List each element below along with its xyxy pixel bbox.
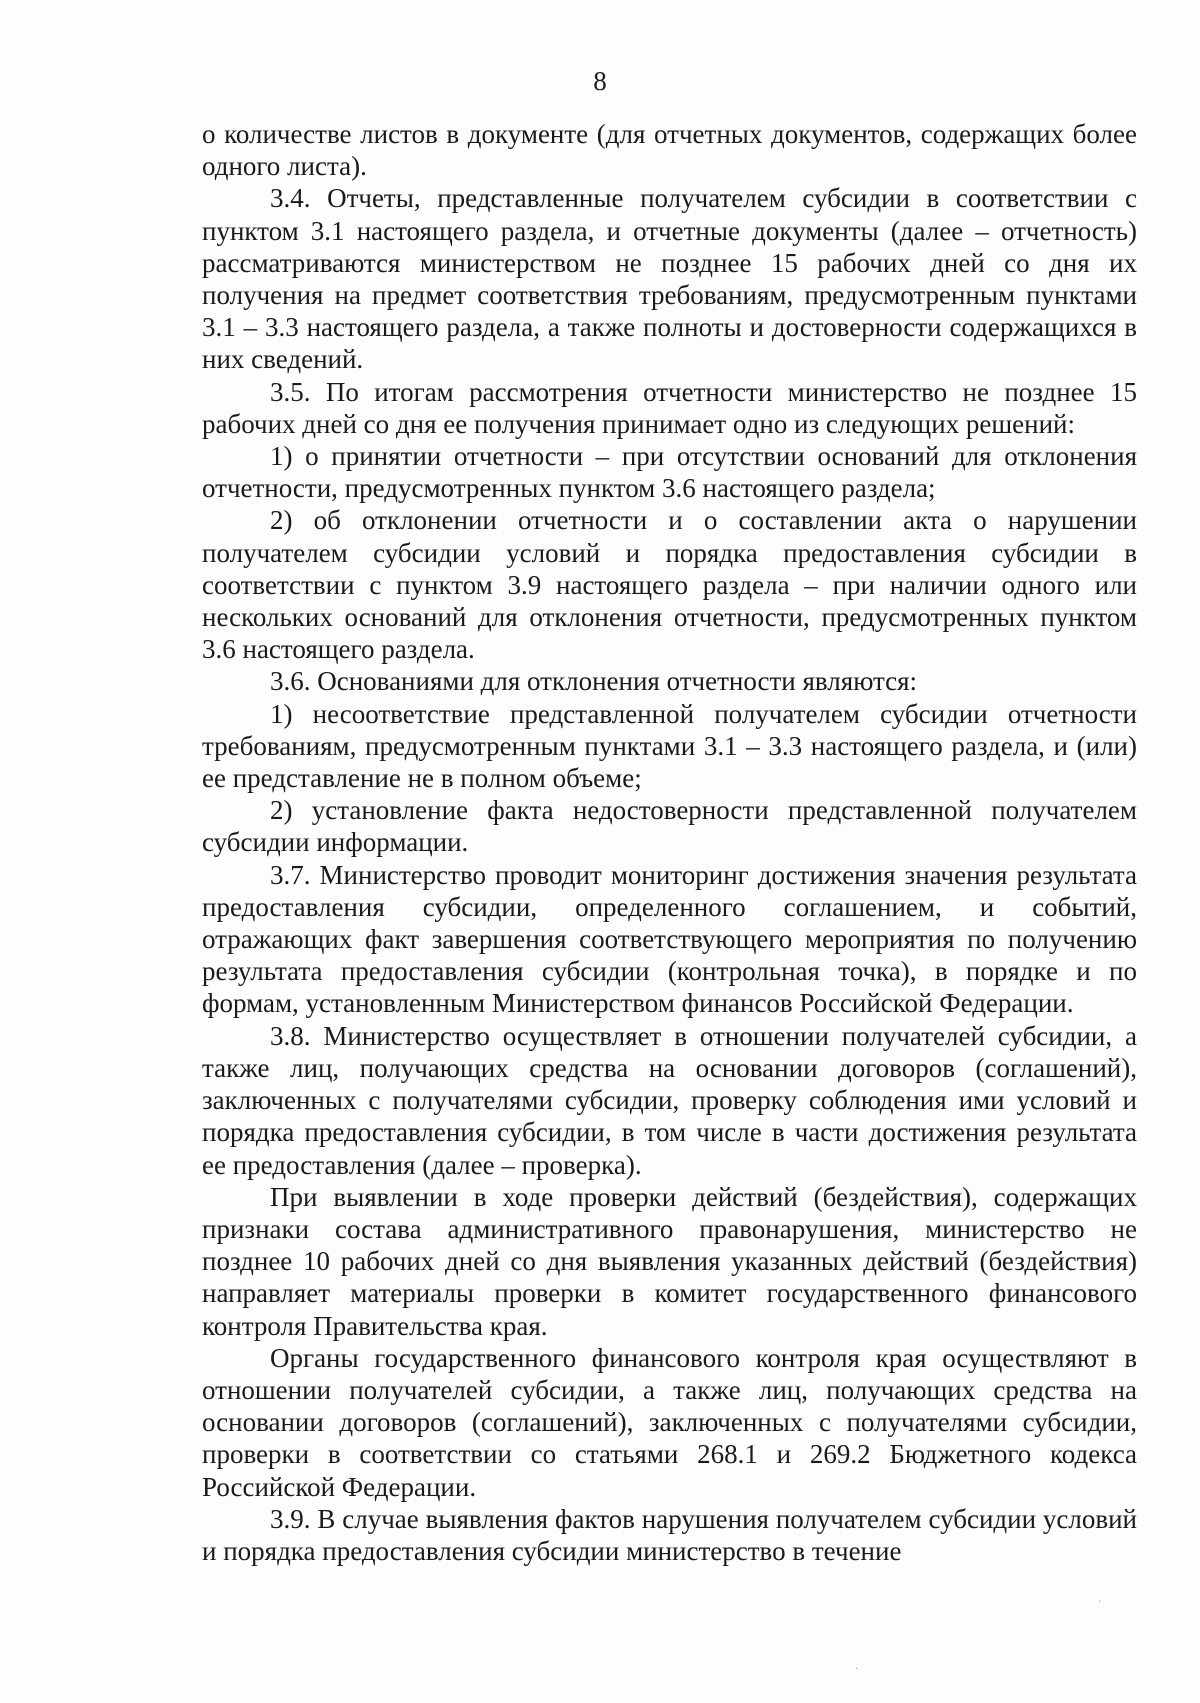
page-number: 8: [593, 66, 607, 96]
paragraph-continuation: о количестве листов в документе (для отчетных документов, содержащих более одного листа).: [202, 119, 1137, 182]
scan-artifact: ·: [1098, 1597, 1102, 1608]
paragraph-3-6: 3.6. Основаниями для отклонения отчетности являются:: [270, 666, 918, 697]
scan-artifact: ·: [855, 1664, 859, 1675]
paragraph-3-8-control-bodies: Органы государственного финансового контроля края осуществляют в отношении получателей субсидии, а также лиц, получающих средства на основании договоров (соглашений), заключенных с получателями субсидии, проверки в соответствии со статьями 268.1 и 269.2 Бюджетного кодекса Российской Федерации.: [202, 1342, 1137, 1502]
paragraph-3-6-item-1: 1) несоответствие представленной получателем субсидии отчетности требованиям, предусмотренным пунктами 3.1 – 3.3 настоящего раздела, и (или) ее представление не в полном объеме;: [202, 698, 1137, 794]
paragraph-3-8: 3.8. Министерство осуществляет в отношении получателей субсидии, а также лиц, получающих средства на основании договоров (соглашений), заключенных с получателями субсидии, проверку соблюдения ими условий и порядка предоставления субсидии, в том числе в части достижения результата ее предоставления (далее – проверка).: [202, 1020, 1137, 1180]
paragraph-3-9: 3.9. В случае выявления фактов нарушения получателем субсидии условий и порядка предоставления субсидии министерство в течение: [202, 1503, 1137, 1566]
paragraph-3-5-item-2: 2) об отклонении отчетности и о составлении акта о нарушении получателем субсидии условий и порядка предоставления субсидии в соответствии с пунктом 3.9 настоящего раздела – при наличии одного или нескольких оснований для отклонения отчетности, предусмотренных пунктом 3.6 настоящего раздела.: [202, 505, 1137, 665]
paragraph-3-7: 3.7. Министерство проводит мониторинг достижения значения результата предоставления субсидии, определенного соглашением, и событий, отражающих факт завершения соответствующего мероприятия по получению результата предоставления субсидии (контрольная точка), в порядке и по формам, установленным Министерством финансов Российской Федерации.: [202, 859, 1137, 1019]
document-text: [202, 118, 1137, 1567]
paragraph-3-5: 3.5. По итогам рассмотрения отчетности министерство не позднее 15 рабочих дней со дня ее получения принимает одно из следующих решений:: [202, 376, 1137, 439]
paragraph-3-5-item-1: 1) о принятии отчетности – при отсутствии оснований для отклонения отчетности, предусмотренных пунктом 3.6 настоящего раздела;: [202, 441, 1137, 504]
paragraph-3-6-item-2: 2) установление факта недостоверности представленной получателем субсидии информации.: [202, 795, 1137, 858]
paragraph-3-8-violations: При выявлении в ходе проверки действий (бездействия), содержащих признаки состава административного правонарушения, министерство не позднее 10 рабочих дней со дня выявления указанных действий (бездействия) направляет материалы проверки в комитет государственного финансового контроля Правительства края.: [202, 1181, 1137, 1341]
paragraph-3-4: 3.4. Отчеты, представленные получателем субсидии в соответствии с пунктом 3.1 настоящего раздела, и отчетные документы (далее – отчетность) рассматриваются министерством не позднее 15 рабочих дней со дня их получения на предмет соответствия требованиям, предусмотренным пунктами 3.1 – 3.3 настоящего раздела, а также полноты и достоверности содержащихся в них сведений.: [202, 183, 1137, 375]
